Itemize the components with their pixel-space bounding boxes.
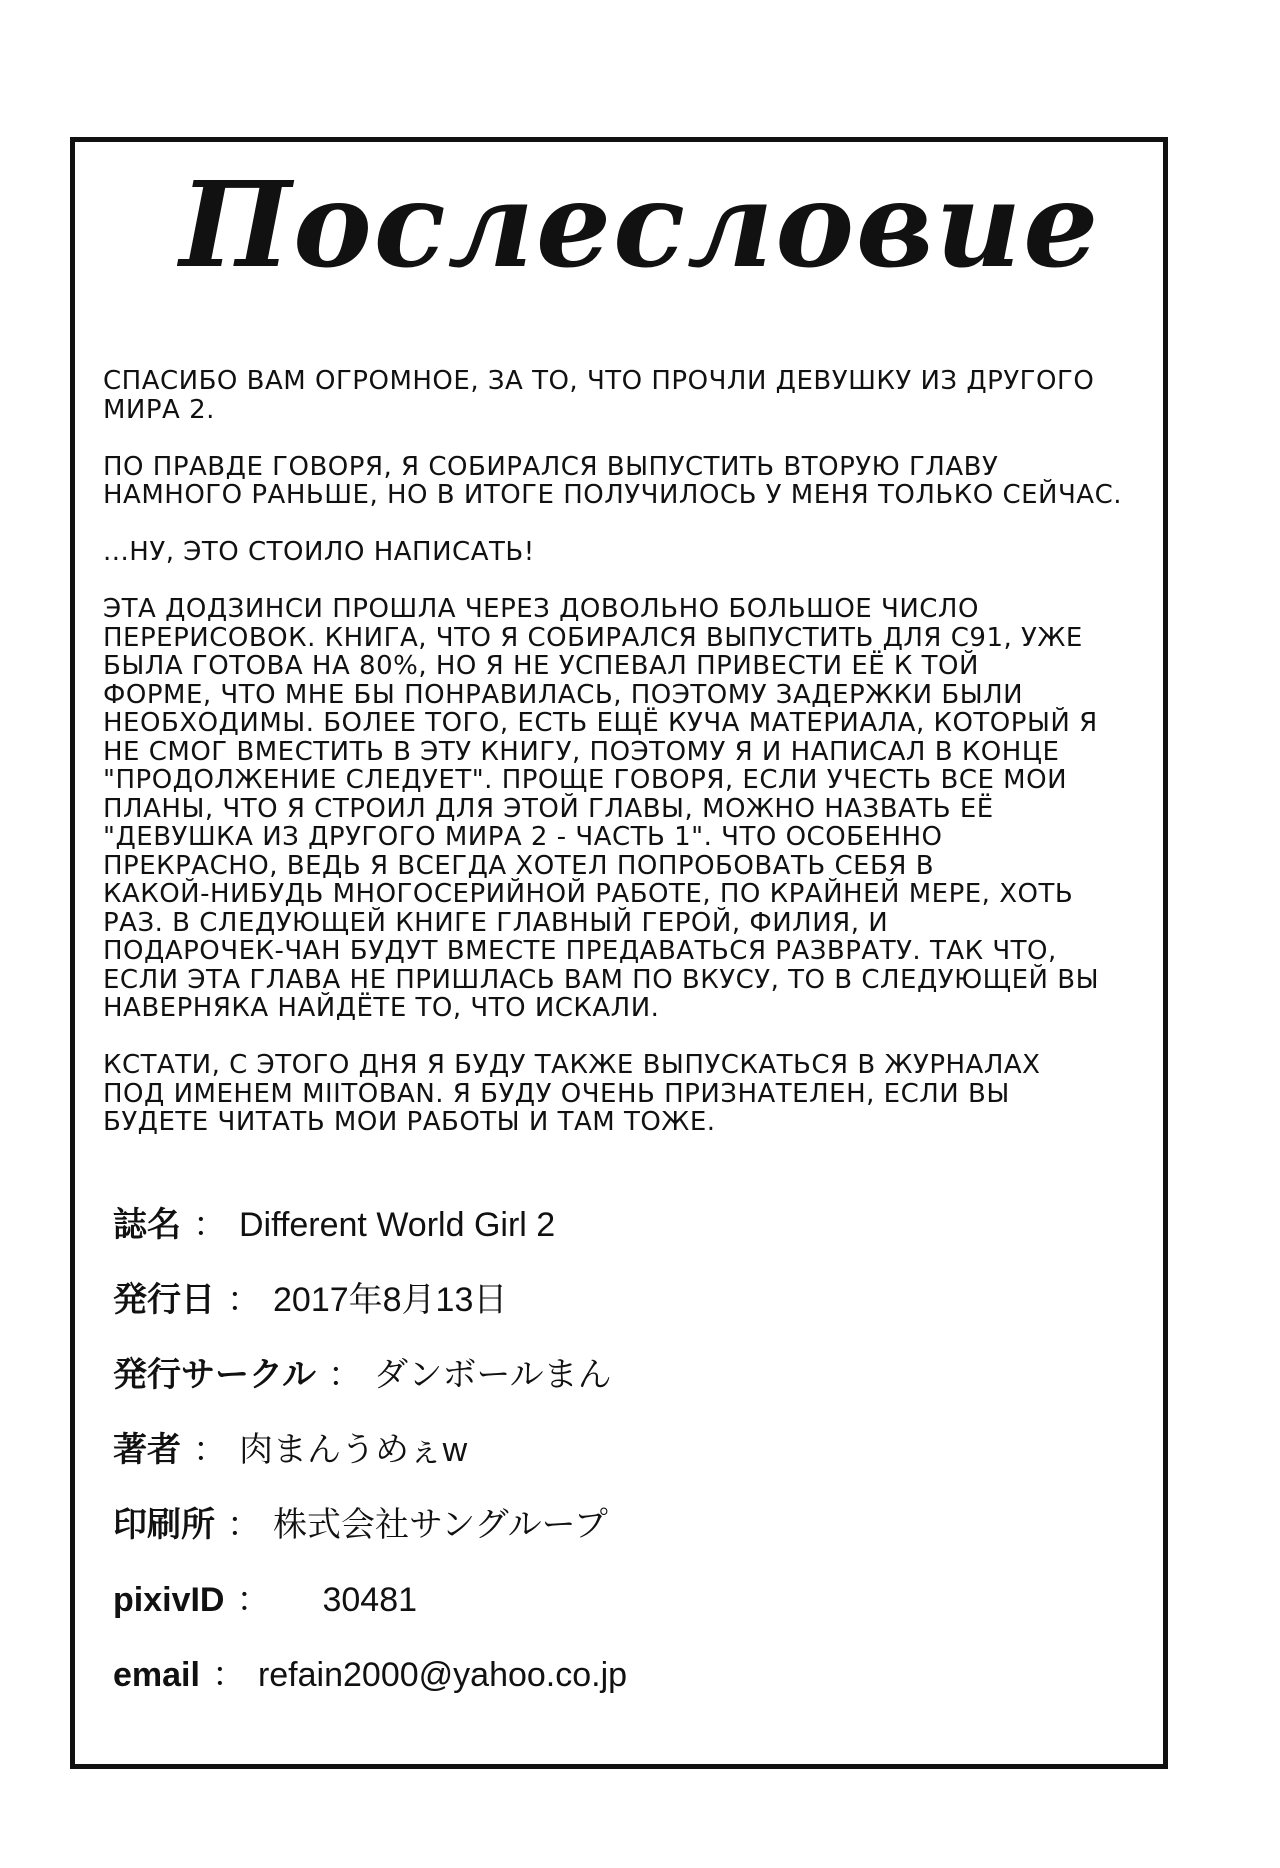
colophon-separator: ： — [193, 1431, 227, 1469]
colophon-label: 誌名 — [113, 1206, 181, 1244]
colophon-separator: ： — [227, 1281, 261, 1319]
colophon-row-title — [113, 1195, 1113, 1270]
colophon-label: pixivID — [113, 1581, 225, 1619]
colophon-separator: ： — [227, 1506, 261, 1544]
colophon-row-printer — [113, 1495, 1113, 1570]
colophon-separator: ： — [236, 1581, 271, 1619]
colophon-value: 肉まんうめぇw — [239, 1431, 468, 1469]
colophon-value: 株式会社サングループ — [273, 1506, 608, 1544]
colophon — [113, 1195, 1113, 1720]
paragraph: СПАСИБО ВАМ ОГРОМНОЕ, ЗА ТО, ЧТО ПРОЧЛИ ДЕВУШКУ ИЗ ДРУГОГО МИРА 2. — [103, 366, 1095, 425]
colophon-value: Different World Girl 2 — [239, 1206, 556, 1244]
colophon-value: 30481 — [322, 1581, 418, 1619]
colophon-separator: ： — [211, 1656, 246, 1694]
paragraph: ПО ПРАВДЕ ГОВОРЯ, Я СОБИРАЛСЯ ВЫПУСТИТЬ ВТОРУЮ ГЛАВУ НАМНОГО РАНЬШЕ, НО В ИТОГЕ ПОЛУЧИЛОСЬ У МЕНЯ ТОЛЬКО СЕЙЧАС. — [103, 451, 1122, 510]
colophon-value: refain2000@yahoo.co.jp — [257, 1656, 628, 1694]
colophon-label: 著者 — [113, 1431, 181, 1469]
colophon-row-circle — [113, 1345, 1113, 1420]
page-title: Послесловие — [179, 155, 1101, 294]
afterword-text — [103, 367, 1143, 1165]
colophon-label: 発行日 — [113, 1281, 215, 1319]
colophon-row-email — [113, 1645, 1113, 1720]
colophon-separator: ： — [193, 1206, 227, 1244]
colophon-label: 発行サークル — [113, 1356, 316, 1394]
colophon-row-date — [113, 1270, 1113, 1345]
paragraph: ЭТА ДОДЗИНСИ ПРОШЛА ЧЕРЕЗ ДОВОЛЬНО БОЛЬШОЕ ЧИСЛО ПЕРЕРИСОВОК. КНИГА, ЧТО Я СОБИРАЛСЯ ВЫПУСТИТЬ ДЛЯ C91, УЖЕ БЫЛА ГОТОВА НА 80%, НО Я НЕ УСПЕВАЛ ПРИВЕСТИ ЕЁ К ТОЙ ФОРМЕ, ЧТО МНЕ БЫ ПОНРАВИЛАСЬ, ПОЭТОМУ ЗАДЕРЖКИ БЫЛИ НЕОБХОДИМЫ. БОЛЕЕ ТОГО, ЕСТЬ ЕЩЁ КУЧА МАТЕРИАЛА, КОТОРЫЙ Я НЕ СМОГ ВМЕСТИТЬ В ЭТУ КНИГУ, ПОЭТОМУ Я И НАПИСАЛ В КОНЦЕ "ПРОДОЛЖЕНИЕ СЛЕДУЕТ". ПРОЩЕ ГОВОРЯ, ЕСЛИ УЧЕСТЬ ВСЕ МОИ ПЛАНЫ, ЧТО Я СТРОИЛ ДЛЯ ЭТОЙ ГЛАВЫ, МОЖНО НАЗВАТЬ ЕЁ "ДЕВУШКА ИЗ ДРУГОГО МИРА 2 - ЧАСТЬ 1". ЧТО ОСОБЕННО ПРЕКРАСНО, ВЕДЬ Я ВСЕГДА ХОТЕЛ ПОПРОБОВАТЬ СЕБЯ В КАКОЙ-НИБУДЬ МНОГОСЕРИЙНОЙ РАБОТЕ, ПО КРАЙНЕЙ МЕРЕ, ХОТЬ РАЗ. В СЛЕДУЮЩЕЙ КНИГЕ ГЛАВНЫЙ ГЕРОЙ, ФИЛИЯ, И ПОДАРОЧЕК-ЧАН БУДУТ ВМЕСТЕ ПРЕДАВАТЬСЯ РАЗВРАТУ. ТАК ЧТО, ЕСЛИ ЭТА ГЛАВА НЕ ПРИШЛАСЬ ВАМ ПО ВКУСУ, ТО В СЛЕДУЮЩЕЙ ВЫ НАВЕРНЯКА НАЙДЁТЕ ТО, ЧТО ИСКАЛИ. — [103, 594, 1100, 1023]
colophon-separator: ： — [327, 1356, 362, 1394]
paragraph: ...НУ, ЭТО СТОИЛО НАПИСАТЬ! — [103, 537, 535, 567]
colophon-label: 印刷所 — [113, 1506, 215, 1544]
colophon-value: ダンボールまん — [373, 1356, 612, 1394]
colophon-row-author — [113, 1420, 1113, 1495]
paragraph: КСТАТИ, С ЭТОГО ДНЯ Я БУДУ ТАКЖЕ ВЫПУСКАТЬСЯ В ЖУРНАЛАХ ПОД ИМЕНЕМ MIITOBAN. Я БУДУ ОЧЕНЬ ПРИЗНАТЕЛЕН, ЕСЛИ ВЫ БУДЕТЕ ЧИТАТЬ МОИ РАБОТЫ И ТАМ ТОЖЕ. — [103, 1050, 1041, 1137]
colophon-row-pixiv — [113, 1570, 1113, 1645]
colophon-label: email — [113, 1656, 200, 1694]
colophon-value: 2017年8月13日 — [273, 1281, 508, 1319]
